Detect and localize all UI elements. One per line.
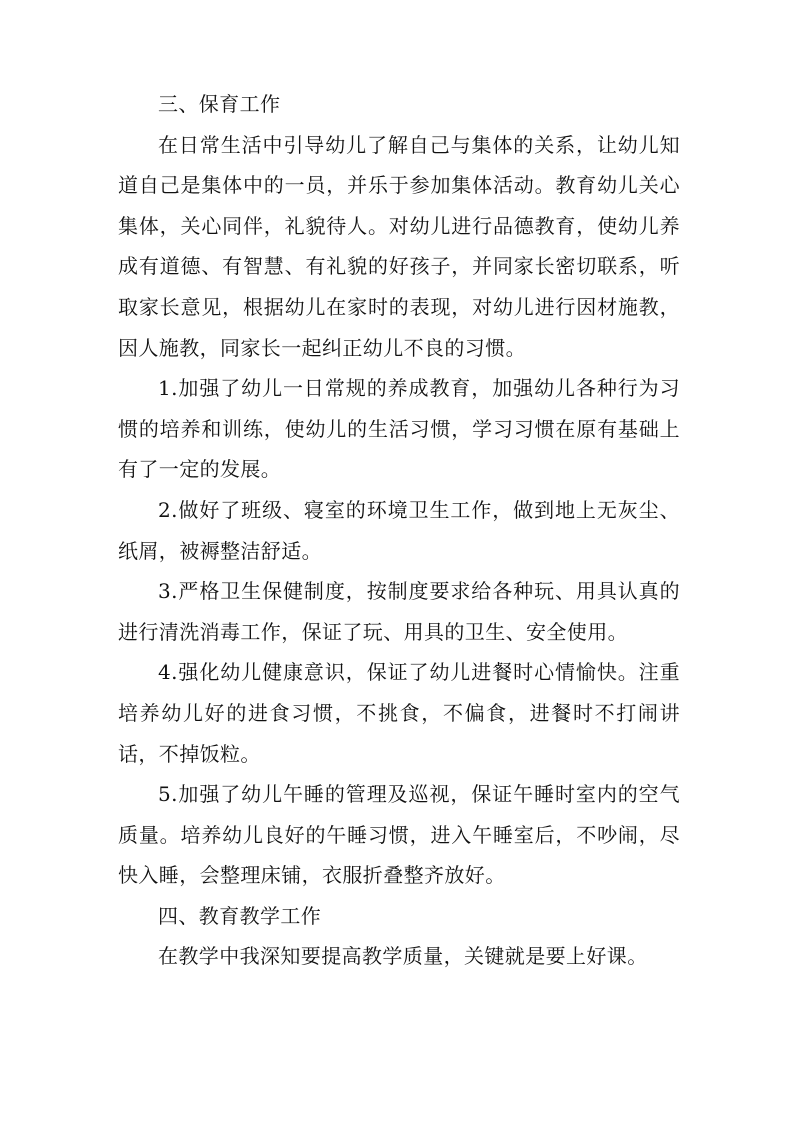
paragraph-item-2: 2.做好了班级、寝室的环境卫生工作，做到地上无灰尘、纸屑，被褥整洁舒适。 [118, 497, 680, 563]
paragraph-item-5: 5.加强了幼儿午睡的管理及巡视，保证午睡时室内的空气质量。培养幼儿良好的午睡习惯，进入午睡室后，不吵闹，尽快入睡，会整理床铺，衣服折叠整齐放好。 [118, 782, 680, 888]
paragraph-childcare-intro: 在日常生活中引导幼儿了解自己与集体的关系，让幼儿知道自己是集体中的一员，并乐于参加集体活动。教育幼儿关心集体，关心同伴，礼貌待人。对幼儿进行品德教育，使幼儿养成有道德、有智慧、有礼貌的好孩子，并同家长密切联系，听取家长意见，根据幼儿在家时的表现，对幼儿进行因材施教，因人施教，同家长一起纠正幼儿不良的习惯。 [118, 132, 680, 360]
section-heading-teaching: 四、教育教学工作 [158, 903, 322, 928]
paragraph-item-4: 4.强化幼儿健康意识，保证了幼儿进餐时心情愉快。注重培养幼儿好的进食习惯，不挑食，不偏食，进餐时不打闹讲话，不掉饭粒。 [118, 660, 680, 766]
paragraph-teaching-intro: 在教学中我深知要提高教学质量，关键就是要上好课。 [158, 944, 648, 969]
document-body [118, 84, 680, 977]
section-heading-childcare: 三、保育工作 [158, 92, 281, 116]
paragraph-item-3: 3.严格卫生保健制度，按制度要求给各种玩、用具认真的进行清洗消毒工作，保证了玩、用具的卫生、安全使用。 [118, 579, 680, 644]
paragraph-item-1: 1.加强了幼儿一日常规的养成教育，加强幼儿各种行为习惯的培养和训练，使幼儿的生活习惯，学习习惯在原有基础上有了一定的发展。 [118, 376, 680, 482]
